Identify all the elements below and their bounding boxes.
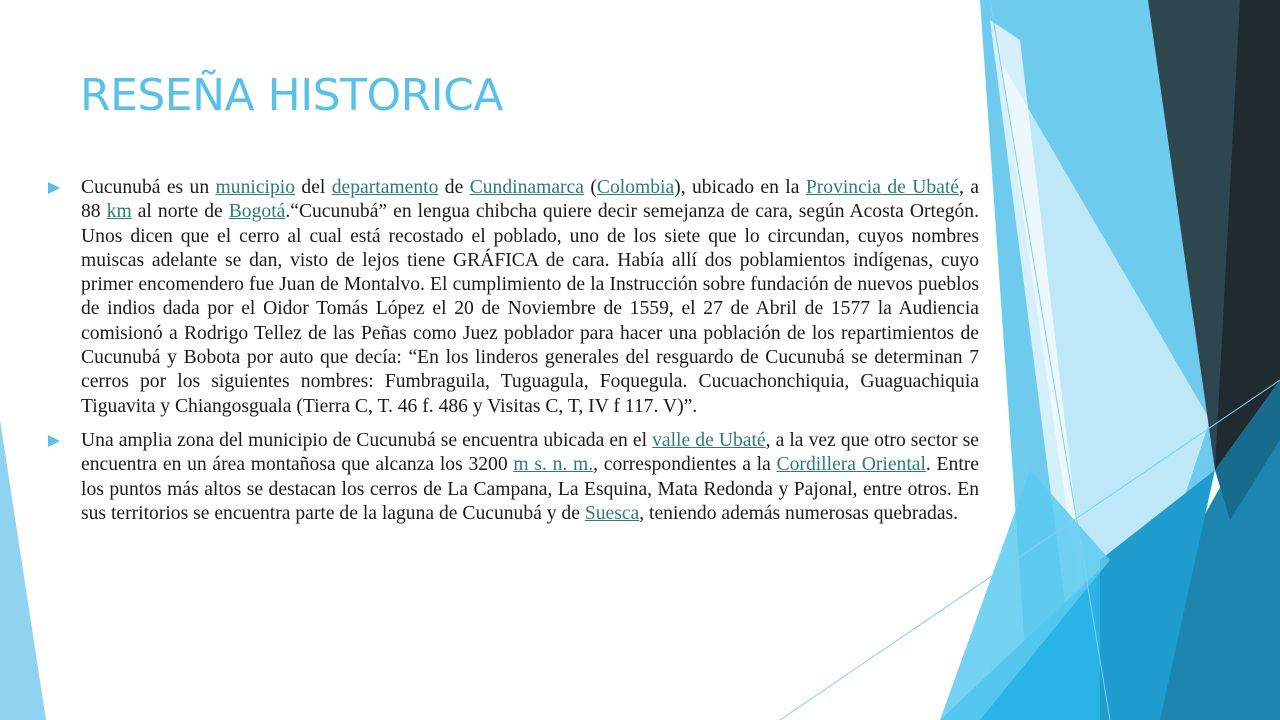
- text-span: Una amplia zona del municipio de Cucunubá se encuentra ubicada en el: [81, 429, 653, 451]
- bullet-paragraph-history: [48, 176, 979, 419]
- link-cordillera-oriental[interactable]: Cordillera Oriental: [776, 454, 926, 476]
- text-span: .“Cucunubá” en lengua chibcha quiere decir semejanza de cara, según Acosta Ortegón. Unos dicen que el cerro al cual está recostado el poblado, uno de los siete que lo circundan, cuyos nombres muiscas adelante se dan, visto de lejos tiene GRÁFICA de cara. Había allí dos poblamientos indígenas, cuyo primer encomendero fue Juan de Montalvo. El cumplimiento de la Instrucción sobre fundación de nuevos pueblos de indios dada por el Oidor Tomás López el 20 de Noviembre de 1559, el 27 de Abril de 1577 la Audiencia comisionó a Rodrigo Tellez de las Peñas como Juez poblador para hacer una población de los repartimientos de Cucunubá y Bobota por auto que decía: “En los linderos generales del resguardo de Cucunubá se determinan 7 cerros por los siguientes nombres: Fumbraguila, Tuguagula, Foquegula. Cucuachonchiquia, Guaguachiquia Tiguavita y Chiangosguala (Tierra C, T. 46 f. 486 y Visitas C, T, IV f 117. V)”.: [81, 201, 979, 417]
- link-msnm[interactable]: m s. n. m.: [513, 454, 594, 476]
- link-municipio[interactable]: municipio: [215, 177, 296, 198]
- text-span: del: [295, 177, 332, 198]
- text-span: , a la vez que otro sector se encuentra en un área montañosa que alcanza los 3200: [81, 429, 979, 476]
- text-span: , correspondientes a la: [593, 454, 777, 476]
- slide-title: RESEÑA HISTORICA: [80, 70, 503, 121]
- text-span: al norte de: [131, 201, 229, 223]
- left-edge-shape: [0, 420, 46, 720]
- text-span: (: [583, 177, 597, 198]
- bullet-paragraph-geography: [48, 429, 979, 526]
- link-km[interactable]: km: [106, 201, 132, 223]
- link-bogota[interactable]: Bogotá: [228, 201, 286, 223]
- link-cundinamarca[interactable]: Cundinamarca: [469, 177, 584, 198]
- triangle-right-icon: [48, 182, 60, 194]
- link-valle-de-ubate[interactable]: valle de Ubaté: [652, 429, 766, 451]
- triangle-right-icon: [48, 435, 60, 447]
- link-provincia-de-ubate[interactable]: Provincia de Ubaté: [805, 177, 960, 198]
- text-span: , teniendo además numerosas quebradas.: [639, 502, 959, 524]
- text-span: ), ubicado en la: [674, 177, 806, 198]
- text-span: . Entre los puntos más altos se destacan los cerros de La Campana, La Esquina, Mata Redonda y Pajonal, entre otros. En sus territorios se encuentra parte de la laguna de Cucunubá y de: [81, 454, 979, 524]
- text-span: de: [438, 177, 470, 198]
- text-span: , a 88: [81, 177, 980, 223]
- slide-body: [48, 176, 979, 536]
- link-suesca[interactable]: Suesca: [584, 502, 640, 524]
- link-departamento[interactable]: departamento: [331, 177, 439, 198]
- link-colombia[interactable]: Colombia: [596, 177, 675, 198]
- text-span: Cucunubá es un: [81, 177, 216, 198]
